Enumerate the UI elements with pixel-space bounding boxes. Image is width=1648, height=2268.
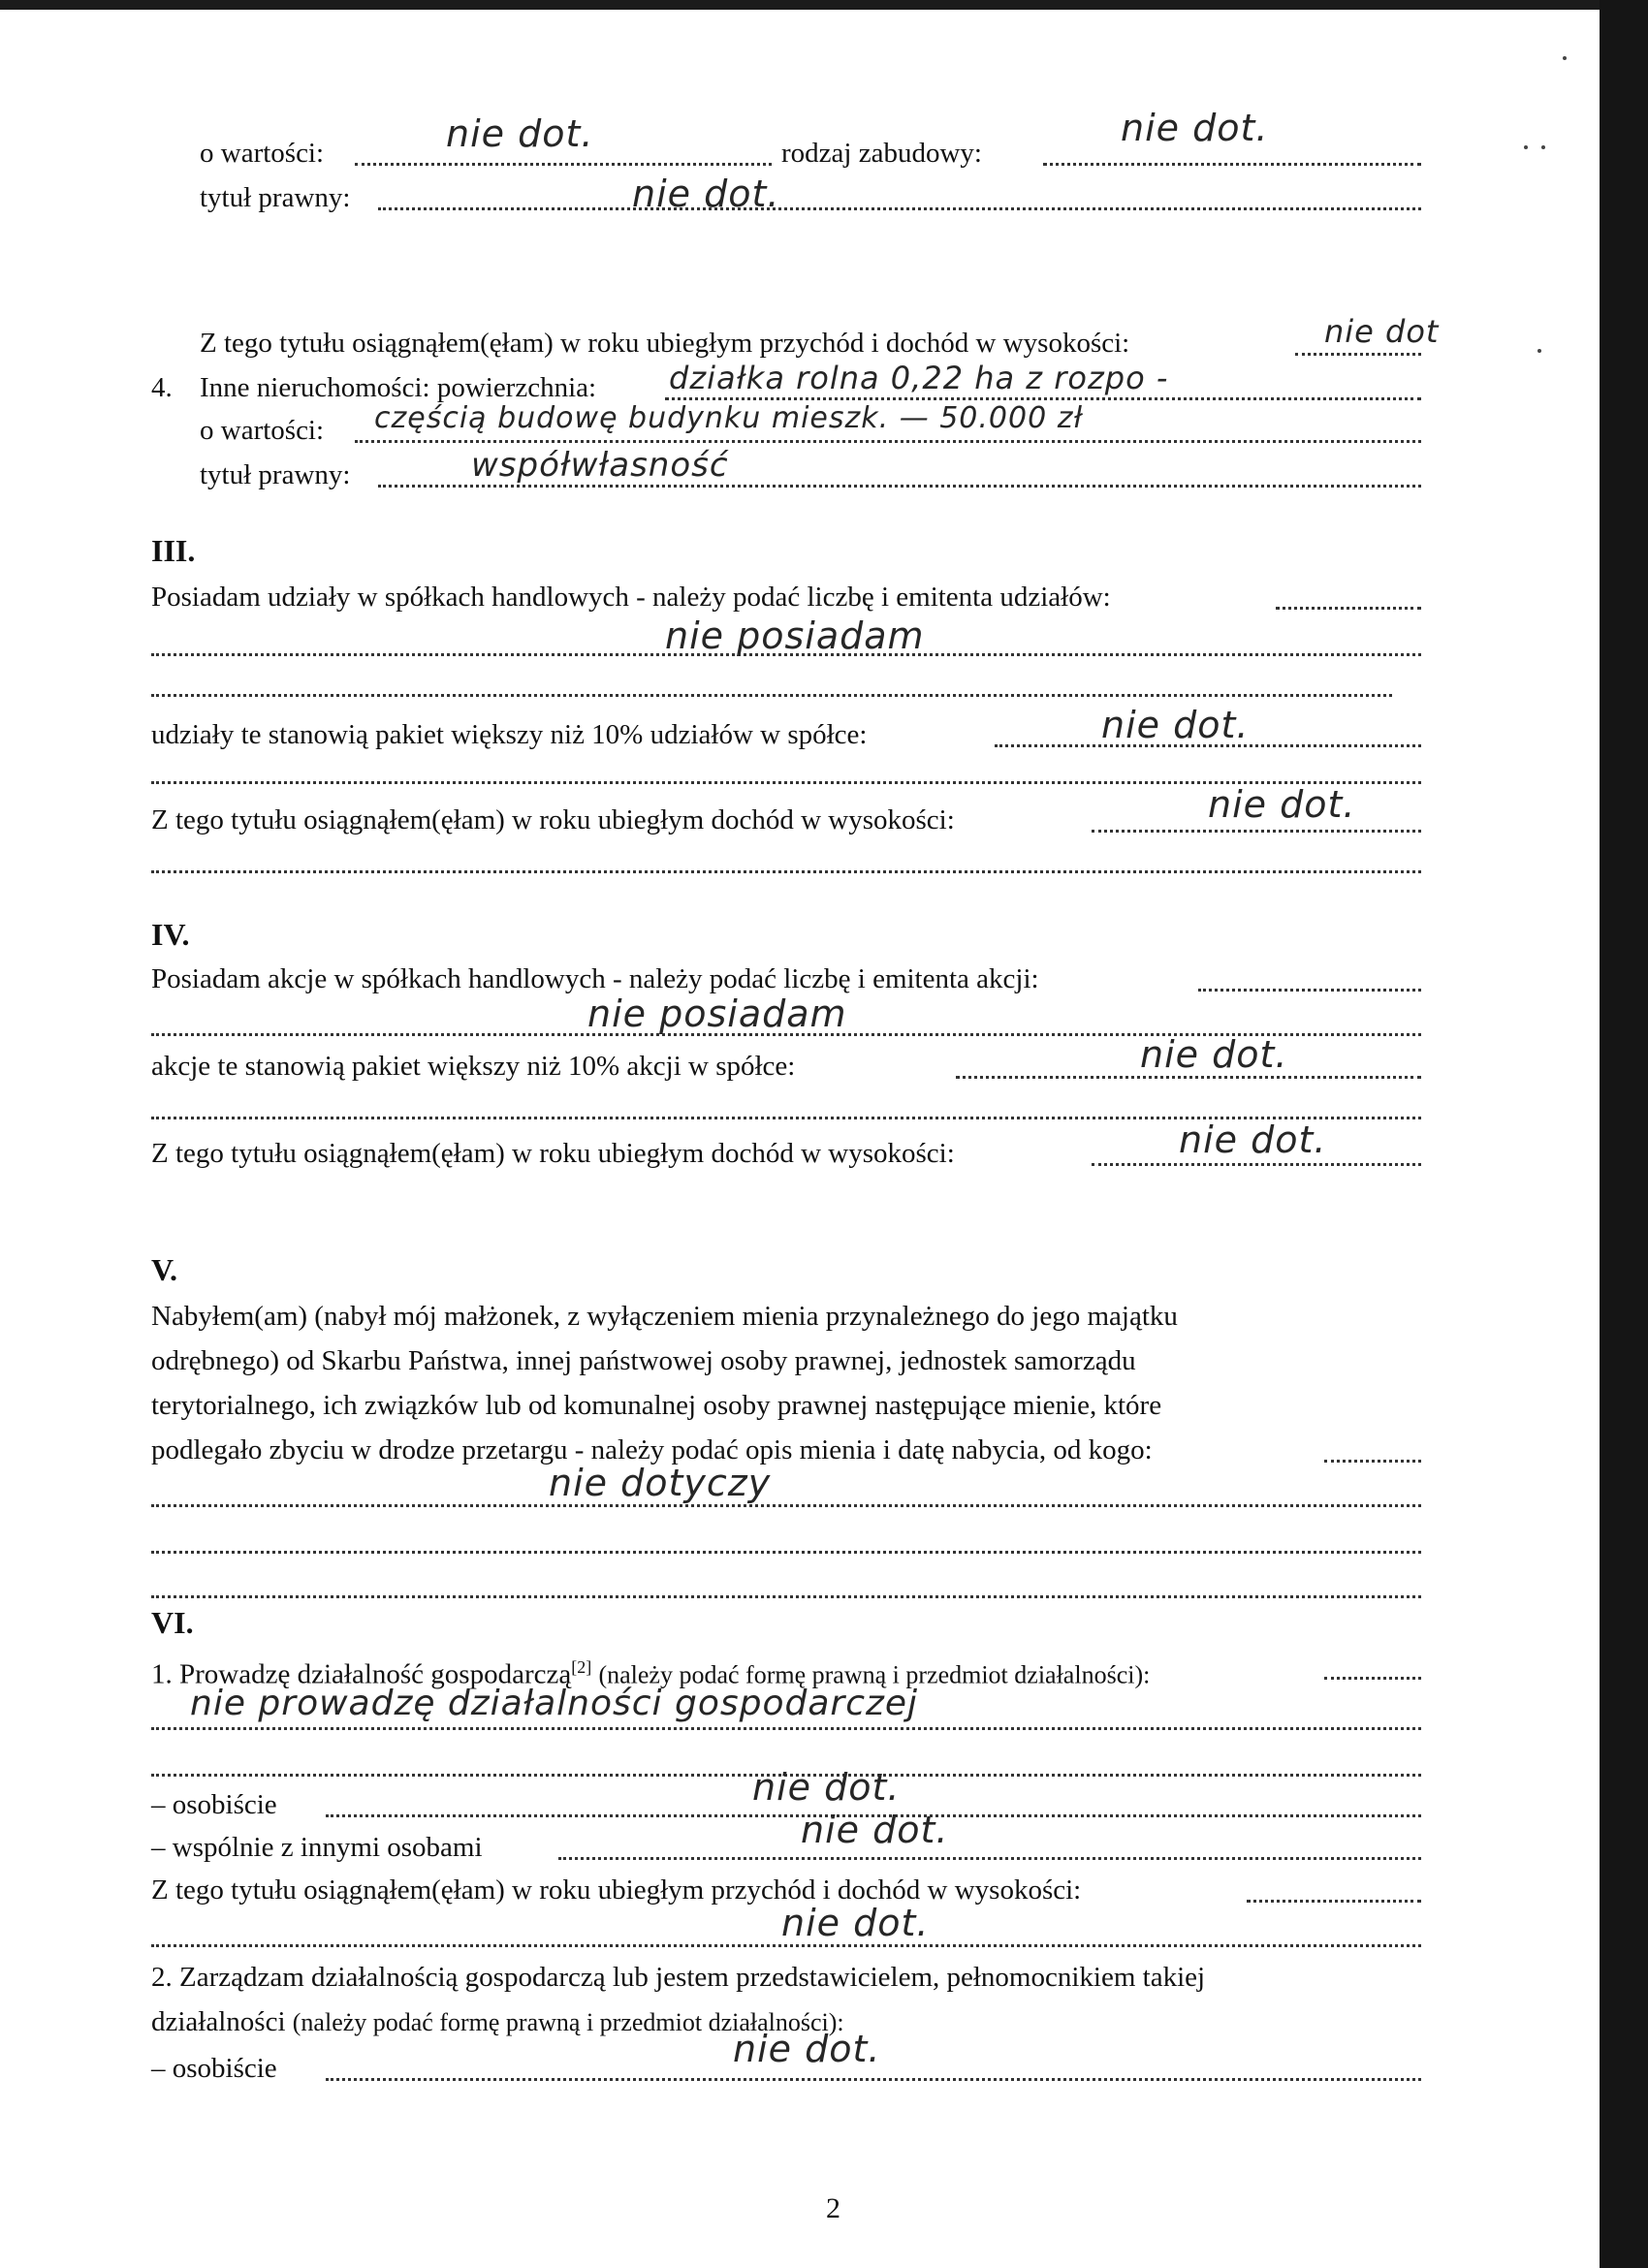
dotted-fill <box>151 870 1421 873</box>
dotted-fill <box>151 1727 1421 1730</box>
section-4-value3: nie dot. <box>1179 1118 1327 1161</box>
item4-number: 4. <box>151 372 173 403</box>
item4-tytul-value: współwłasność <box>471 446 729 485</box>
tytul-label: tytuł prawny: <box>200 182 351 213</box>
scan-speck <box>1563 56 1567 60</box>
dotted-fill <box>355 163 772 166</box>
dotted-fill <box>151 1504 1421 1507</box>
scan-edge-top <box>0 0 1648 10</box>
section-6-line1-main: 1. Prowadzę działalność gospodarczą <box>151 1658 572 1690</box>
section-5-p2: odrębnego) od Skarbu Państwa, innej państwowej osoby prawnej, jednostek samorządu <box>151 1345 1136 1376</box>
dotted-fill <box>1198 989 1421 992</box>
section-6-line2b-main: działalności <box>151 2006 286 2037</box>
section-4-value1: nie posiadam <box>587 992 847 1035</box>
scan-edge-right <box>1600 0 1648 2268</box>
section-5-p1: Nabyłem(am) (nabył mój małżonek, z wyłączeniem mienia przynależnego do jego majątku <box>151 1301 1178 1332</box>
dotted-fill <box>378 207 1421 210</box>
section-4-value2: nie dot. <box>1140 1033 1288 1076</box>
section-6-line2b-note: (należy podać formę prawną i przedmiot działalności): <box>292 2008 844 2036</box>
dotted-fill <box>151 1944 1421 1947</box>
dotted-fill <box>151 1595 1421 1598</box>
wartosci-value: nie dot. <box>446 112 594 155</box>
section-4-heading: IV. <box>151 917 190 952</box>
dotted-fill <box>151 1551 1421 1554</box>
section-5-heading: V. <box>151 1252 177 1287</box>
section-5-p3: terytorialnego, ich związków lub od komunalnej osoby prawnej następujące mienie, które <box>151 1390 1162 1421</box>
wartosci-label: o wartości: <box>200 138 325 169</box>
dotted-fill <box>151 694 1392 697</box>
section-3-line2: udziały te stanowią pakiet większy niż 10% udziałów w spółce: <box>151 719 868 750</box>
dotted-fill <box>378 485 1421 488</box>
section-6-line2: 2. Zarządzam działalnością gospodarczą lub jestem przedstawicielem, pełnomocnikiem takiej <box>151 1962 1206 1993</box>
dotted-fill <box>1324 1460 1421 1463</box>
income-value: nie dot <box>1324 313 1440 350</box>
osobiscie-label: – osobiście <box>151 1789 277 1820</box>
dotted-fill <box>1247 1900 1421 1903</box>
dotted-fill <box>1324 1677 1421 1680</box>
scan-speck <box>1541 145 1545 149</box>
section-4-line2: akcje te stanowią pakiet większy niż 10% akcji w spółce: <box>151 1051 796 1082</box>
section-3-heading: III. <box>151 533 196 568</box>
wspolnie-label: – wspólnie z innymi osobami <box>151 1832 483 1863</box>
section-4-line3: Z tego tytułu osiągnąłem(ęłam) w roku ubiegłym dochód w wysokości: <box>151 1138 955 1169</box>
wspolnie-value: nie dot. <box>801 1809 949 1851</box>
dotted-fill <box>1043 163 1421 166</box>
dotted-fill <box>1295 353 1421 356</box>
scan-speck <box>1537 349 1541 353</box>
dotted-fill <box>1092 830 1421 833</box>
dotted-fill <box>326 2078 1421 2081</box>
section-6-heading: VI. <box>151 1605 194 1640</box>
section-3-value1: nie posiadam <box>665 614 925 657</box>
page-number: 2 <box>826 2192 840 2224</box>
dotted-fill <box>1092 1163 1421 1166</box>
tytul-value: nie dot. <box>632 173 780 215</box>
section-3-value2: nie dot. <box>1101 704 1250 746</box>
item4-value: działka rolna 0,22 ha z rozpo - <box>669 360 1169 396</box>
section-3-line1: Posiadam udziały w spółkach handlowych - należy podać liczbę i emitenta udziałów: <box>151 582 1111 613</box>
dotted-fill <box>956 1076 1421 1079</box>
item4-wartosci-value: częścią budowę budynku mieszk. — 50.000 zł <box>374 401 1084 435</box>
osobiscie2-label: – osobiście <box>151 2053 277 2084</box>
dotted-fill <box>558 1857 1421 1860</box>
zabudowa-label: rodzaj zabudowy: <box>781 138 982 169</box>
osobiscie2-value: nie dot. <box>733 2028 881 2070</box>
section-5-p4: podlegało zbyciu w drodze przetargu - należy podać opis mienia i datę nabycia, od kogo: <box>151 1434 1153 1465</box>
zabudowa-value: nie dot. <box>1121 107 1269 149</box>
income-label: Z tego tytułu osiągnąłem(ęłam) w roku ubiegłym przychód i dochód w wysokości: <box>200 328 1130 359</box>
section-3-value3: nie dot. <box>1208 783 1356 826</box>
osobiscie-value: nie dot. <box>752 1766 901 1809</box>
dotted-fill <box>1276 607 1421 610</box>
section-4-line1: Posiadam akcje w spółkach handlowych - należy podać liczbę i emitenta akcji: <box>151 963 1039 994</box>
section-6-line1 <box>151 1648 1151 1690</box>
scan-speck <box>1524 145 1528 149</box>
section-6-value1: nie prowadzę działalności gospodarczej <box>190 1684 919 1723</box>
section-5-value: nie dotyczy <box>549 1462 772 1504</box>
section-6-line1-note: (należy podać formę prawną i przedmiot działalności): <box>598 1660 1151 1689</box>
item4-label: Inne nieruchomości: powierzchnia: <box>200 372 597 403</box>
section-3-line3: Z tego tytułu osiągnąłem(ęłam) w roku ubiegłym dochód w wysokości: <box>151 804 955 835</box>
item4-wartosci-label: o wartości: <box>200 415 325 446</box>
section-6-income-value: nie dot. <box>781 1902 930 1944</box>
footnote-ref: [2] <box>571 1657 592 1677</box>
section-6-income-label: Z tego tytułu osiągnąłem(ęłam) w roku ubiegłym przychód i dochód w wysokości: <box>151 1874 1082 1906</box>
item4-tytul-label: tytuł prawny: <box>200 459 351 490</box>
dotted-fill <box>355 440 1421 443</box>
